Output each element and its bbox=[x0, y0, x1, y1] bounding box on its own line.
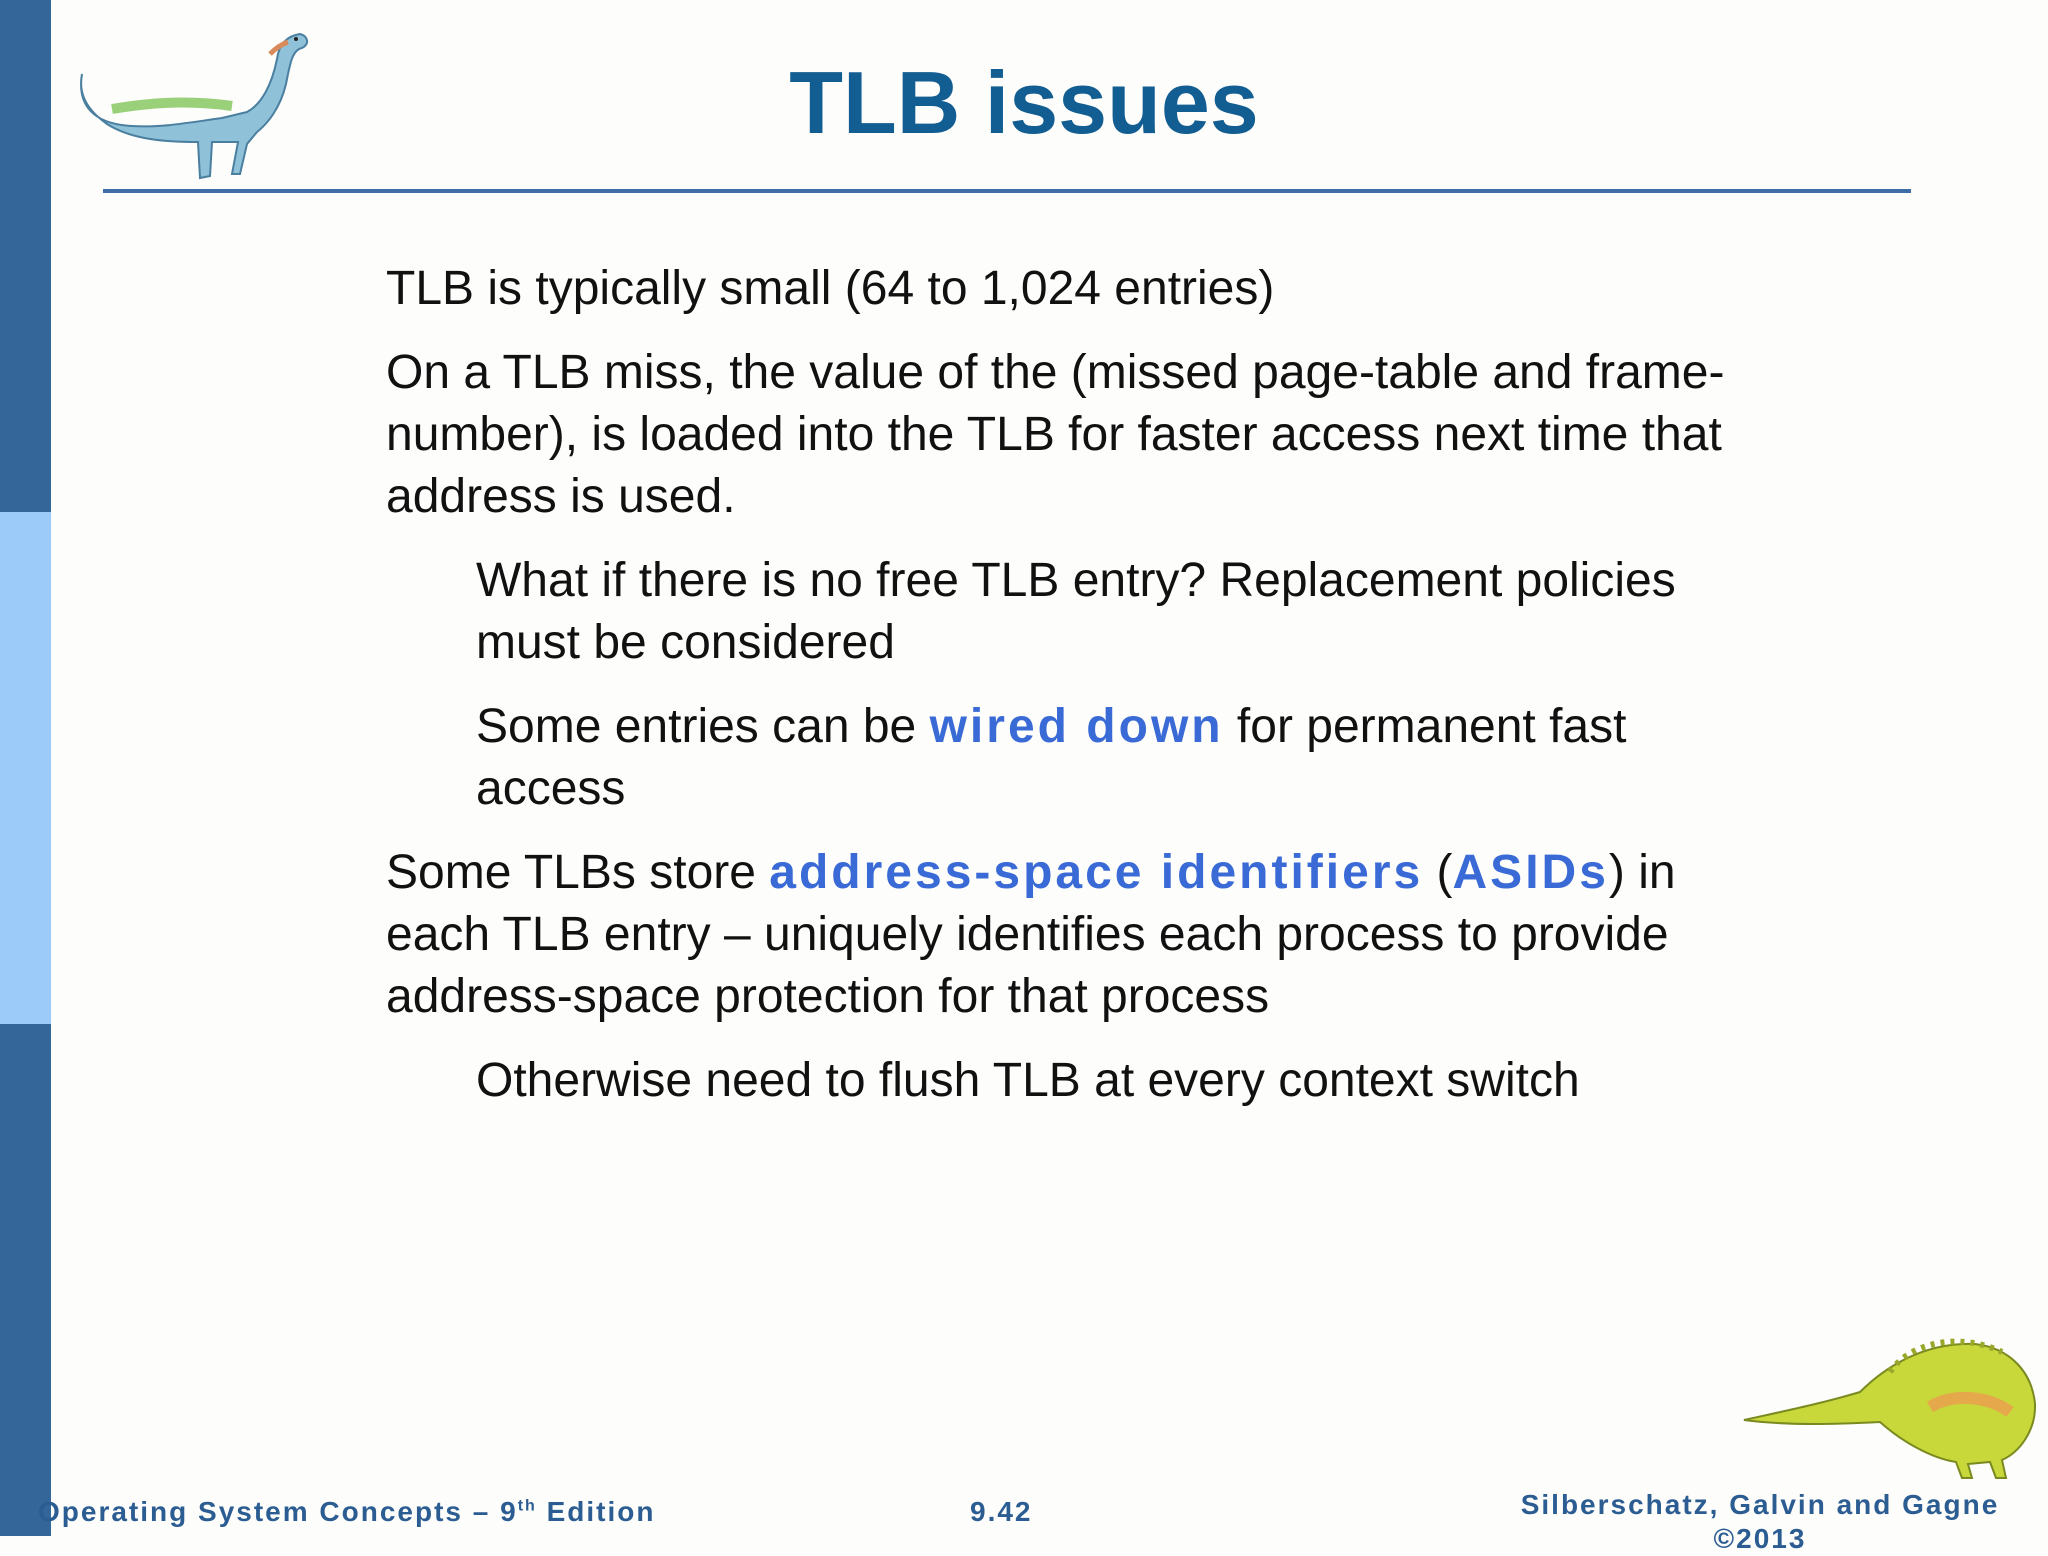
text: Some TLBs store bbox=[386, 846, 770, 899]
bullet-asids bbox=[386, 842, 1726, 1028]
slide-body bbox=[386, 258, 1726, 1134]
sub-bullet-wired-down bbox=[476, 696, 1726, 820]
bullet-tlb-miss: On a TLB miss, the value of the (missed page-table and frame-number), is loaded into the TLB for faster access next time that address is used. bbox=[386, 346, 1725, 523]
footer-page-number: 9.42 bbox=[970, 1496, 1033, 1527]
title-divider bbox=[103, 189, 1911, 193]
text: Edition bbox=[536, 1496, 656, 1527]
highlight-address-space-identifiers: address-space identifiers bbox=[769, 846, 1424, 899]
sidebar-stripe bbox=[0, 0, 51, 1536]
slide-title: TLB issues bbox=[789, 53, 1259, 152]
sub-bullet-replacement: What if there is no free TLB entry? Replacement policies must be considered bbox=[476, 554, 1676, 669]
bullet-tlb-size: TLB is typically small (64 to 1,024 entries) bbox=[386, 262, 1275, 315]
dinosaur-footer-icon bbox=[1740, 1312, 2045, 1480]
sub-bullet-flush-tlb: Otherwise need to flush TLB at every context switch bbox=[476, 1054, 1580, 1107]
sidebar-bottom-block bbox=[0, 1024, 51, 1536]
footer-authors bbox=[1520, 1488, 2000, 1556]
text: Some entries can be bbox=[476, 700, 930, 753]
sidebar-middle-block bbox=[0, 512, 51, 1024]
copyright-line: ©2013 bbox=[1713, 1523, 1807, 1554]
authors-line: Silberschatz, Galvin and Gagne bbox=[1520, 1489, 2000, 1520]
highlight-wired-down: wired down bbox=[929, 700, 1224, 753]
highlight-asids: ASIDs bbox=[1452, 846, 1609, 899]
superscript: th bbox=[517, 1497, 537, 1515]
text: Operating System Concepts – 9 bbox=[38, 1496, 518, 1527]
text: ) in each TLB entry – uniquely identifies each process to provide address-space protection for that process bbox=[386, 846, 1676, 1023]
footer-book-title bbox=[38, 1496, 655, 1528]
text: ( bbox=[1423, 846, 1453, 899]
text: for permanent fast access bbox=[476, 700, 1627, 815]
